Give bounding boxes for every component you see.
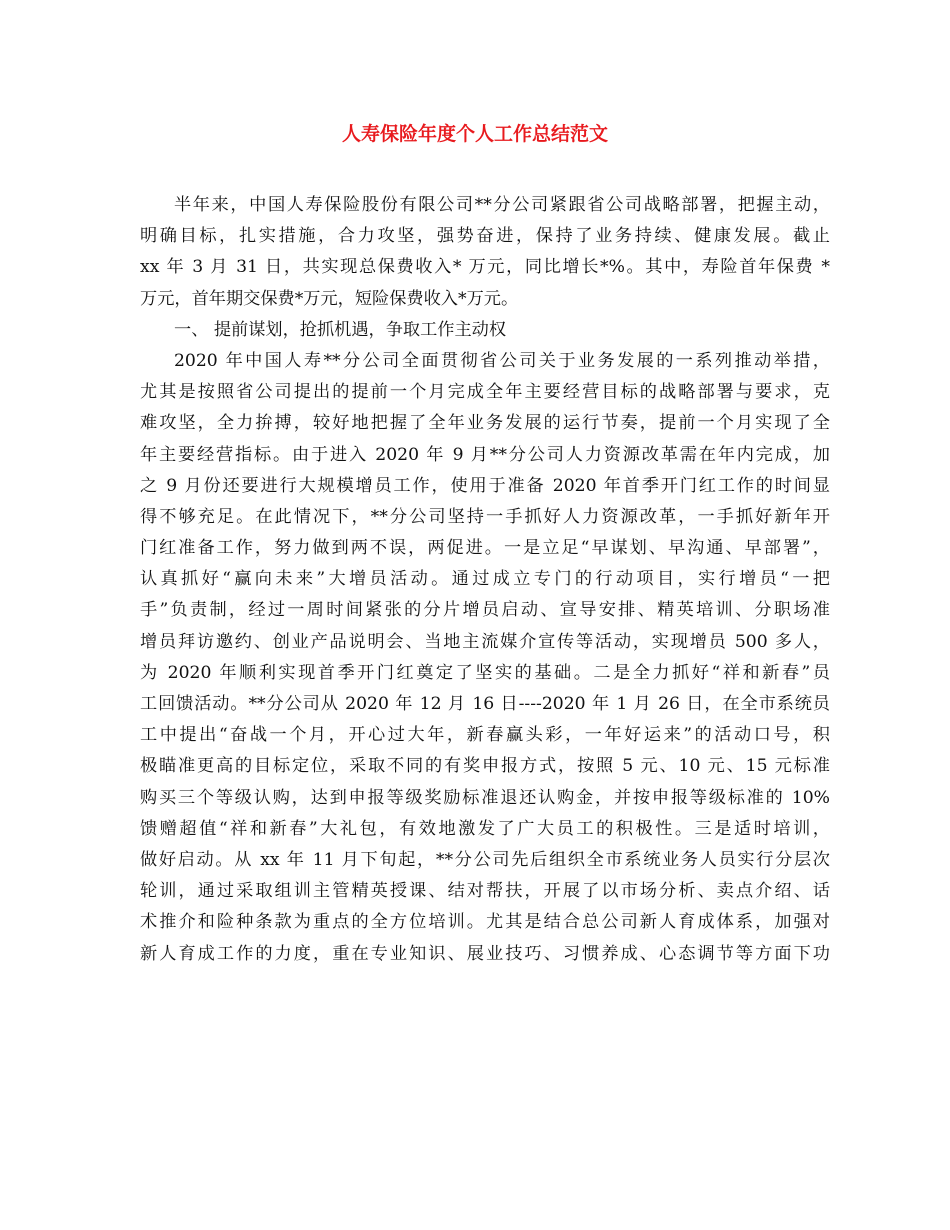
body-line: 得不够充足。在此情况下，**分公司坚持一手抓好人力资源改革，一手抓好新年开 — [140, 506, 830, 527]
body-line: 一、 提前谋划，抢抓机遇，争取工作主动权 — [174, 319, 507, 340]
body-line: 新人育成工作的力度，重在专业知识、展业技巧、习惯养成、心态调节等方面下功 — [140, 943, 830, 964]
document-body — [140, 190, 830, 970]
body-line: 术推介和险种条款为重点的全方位培训。尤其是结合总公司新人育成体系，加强对 — [140, 912, 830, 933]
body-line: 万元，首年期交保费*万元，短险保费收入*万元。 — [140, 288, 519, 309]
body-line: 半年来，中国人寿保险股份有限公司**分公司紧跟省公司战略部署，把握主动， — [174, 195, 830, 215]
document-title: 人寿保险年度个人工作总结范文 — [341, 123, 608, 145]
body-line: 馈赠超值“祥和新春”大礼包，有效地激发了广大员工的积极性。三是适时培训， — [140, 818, 830, 839]
body-line: 轮训，通过采取组训主管精英授课、结对帮扶，开展了以市场分析、卖点介绍、话 — [140, 881, 830, 902]
body-line: 2020 年中国人寿**分公司全面贯彻省公司关于业务发展的一系列推动举措， — [174, 350, 830, 371]
body-line: 认真抓好“赢向未来”大增员活动。通过成立专门的行动项目，实行增员“一把 — [140, 569, 830, 590]
body-line: 工回馈活动。**分公司从 2020 年 12 月 16 日----2020 年 1 月 26 日，在全市系统员 — [140, 694, 830, 714]
body-line: 门红准备工作，努力做到两不误，两促进。一是立足“早谋划、早沟通、早部署”， — [140, 538, 830, 559]
body-line: 增员拜访邀约、创业产品说明会、当地主流媒介宣传等活动，实现增员 500 多人， — [140, 631, 830, 652]
body-line: 难攻坚，全力拚搏，较好地把握了全年业务发展的运行节奏，提前一个月实现了全 — [140, 413, 830, 434]
body-line: 工中提出“奋战一个月，开心过大年，新春赢头彩，一年好运来”的活动口号，积 — [140, 725, 830, 746]
body-line: 之 9 月份还要进行大规模增员工作，使用于准备 2020 年首季开门红工作的时间显 — [140, 475, 830, 496]
body-line: xx 年 3 月 31 日，共实现总保费收入* 万元，同比增长*%。其中，寿险首年保费 * — [140, 257, 830, 278]
body-line: 年主要经营指标。由于进入 2020 年 9 月**分公司人力资源改革需在年内完成，加 — [140, 444, 830, 465]
body-line: 购买三个等级认购，达到申报等级奖励标准退还认购金，并按申报等级标准的 10% — [140, 787, 830, 808]
body-line: 极瞄准更高的目标定位，采取不同的有奖申报方式，按照 5 元、10 元、15 元标准 — [140, 756, 830, 777]
body-line: 手”负责制，经过一周时间紧张的分片增员启动、宣导安排、精英培训、分职场准 — [140, 600, 830, 621]
body-line: 明确目标，扎实措施，合力攻坚，强势奋进，保持了业务持续、健康发展。截止 — [140, 226, 830, 247]
body-line: 做好启动。从 xx 年 11 月下旬起，**分公司先后组织全市系统业务人员实行分层次 — [140, 849, 830, 870]
body-line: 尤其是按照省公司提出的提前一个月完成全年主要经营目标的战略部署与要求，克 — [140, 382, 830, 403]
body-line: 为 2020 年顺利实现首季开门红奠定了坚实的基础。二是全力抓好“祥和新春”员 — [140, 662, 830, 683]
